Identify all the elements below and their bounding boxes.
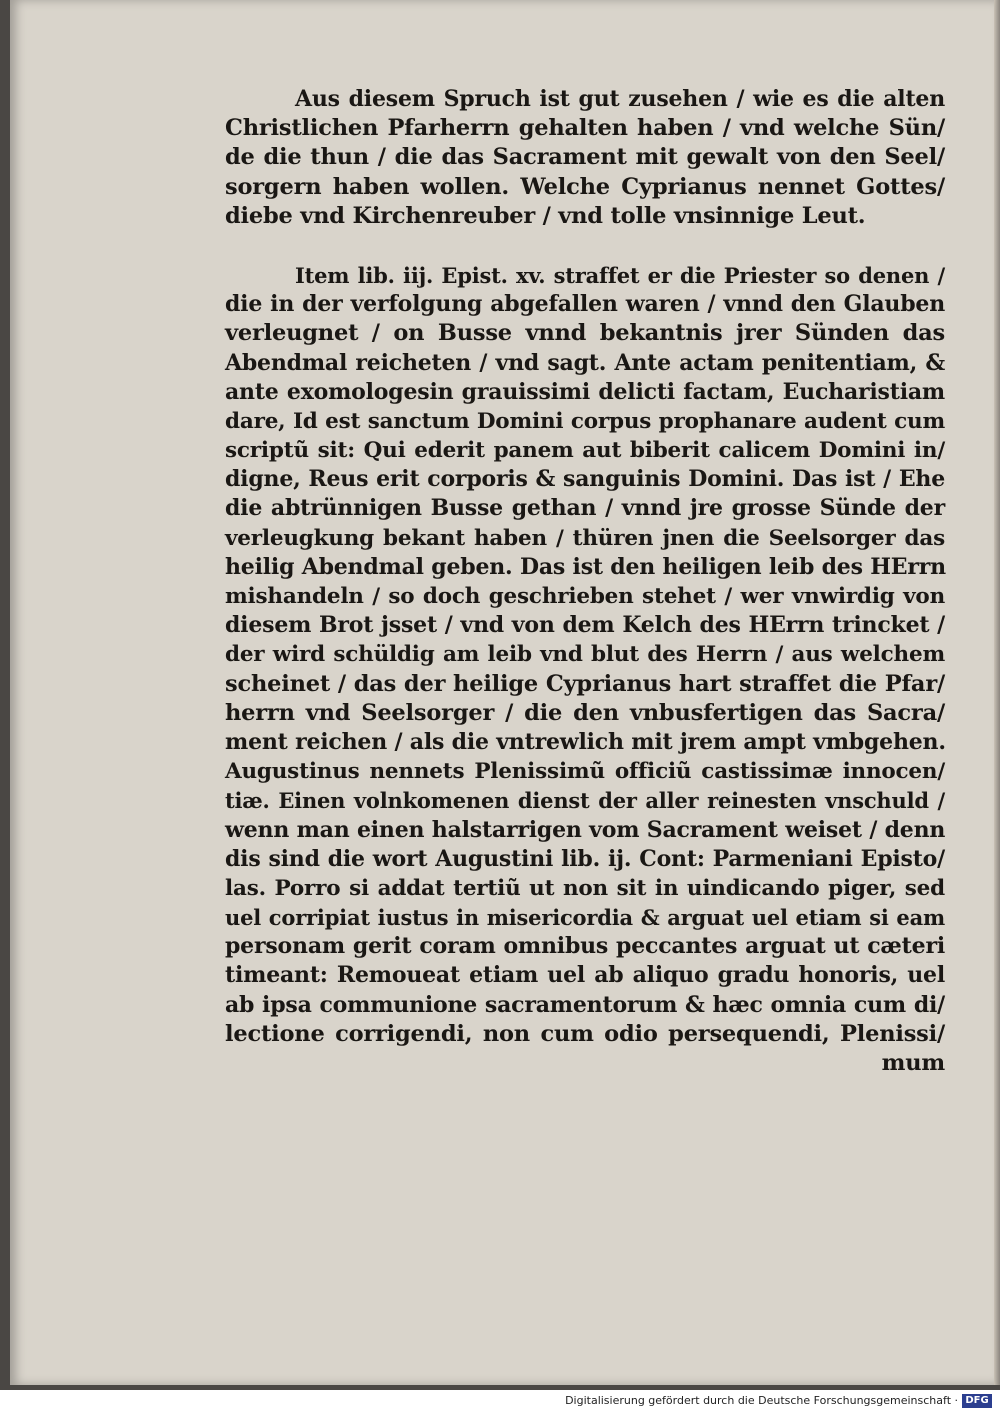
page-edge bbox=[994, 0, 1000, 1385]
text-line: wenn man einen halstarrigen vom Sacrament weiset / denn bbox=[225, 816, 946, 843]
text-line: Augustinus nennets Plenissimũ officiũ castissimæ innocen/ bbox=[225, 759, 945, 785]
text-line: verleugkung bekant haben / thüren jnen die Seelsorger das bbox=[225, 525, 945, 551]
text-line: die in der verfolgung abgefallen waren / vnnd den Glauben bbox=[225, 291, 945, 318]
text-line: digne, Reus erit corporis & sanguinis Domini. Das ist / Ehe bbox=[225, 466, 945, 493]
text-line: dare, Id est sanctum Domini corpus prophanare audent cum bbox=[225, 408, 945, 434]
text-line: ment reichen / als die vntrewlich mit jrem ampt vmbgehen. bbox=[225, 728, 946, 755]
text-line: verleugnet / on Busse vnnd bekantnis jrer Sünden das bbox=[225, 320, 945, 347]
text-line: mishandeln / so doch geschrieben stehet / wer vnwirdig von bbox=[225, 584, 945, 609]
catchword: mum bbox=[881, 1050, 945, 1076]
paragraph-gap bbox=[225, 231, 945, 261]
dfg-logo: DFG bbox=[962, 1394, 992, 1408]
text-line: diesem Brot jsset / vnd von dem Kelch des HErrn trincket / bbox=[225, 612, 945, 639]
text-line: lectione corrigendi, non cum odio persequendi, Plenissi/ bbox=[225, 1020, 945, 1047]
text-line: de die thun / die das Sacrament mit gewalt von den Seel/ bbox=[225, 144, 945, 171]
text-line: herrn vnd Seelsorger / die den vnbusfertigen das Sacra/ bbox=[225, 699, 945, 726]
text-line: Abendmal reicheten / vnd sagt. Ante actam penitentiam, & bbox=[225, 349, 945, 376]
text-line: Christlichen Pfarherrn gehalten haben / vnd welche Sün/ bbox=[225, 115, 945, 142]
text-line: diebe vnd Kirchenreuber / vnd tolle vnsinnige Leut. bbox=[225, 202, 866, 229]
text-line: personam gerit coram omnibus peccantes arguat ut cæteri bbox=[225, 933, 945, 960]
page-text bbox=[225, 85, 945, 1078]
footer-bar bbox=[0, 1390, 1000, 1413]
text-line: die abtrünnigen Busse gethan / vnnd jre grosse Sünde der bbox=[225, 495, 945, 522]
funding-notice: Digitalisierung gefördert durch die Deutsche Forschungsgemeinschaft · bbox=[565, 1394, 958, 1407]
text-line: der wird schüldig am leib vnd blut des Herrn / aus welchem bbox=[225, 642, 945, 668]
text-line: Item lib. iij. Epist. xv. straffet er die Priester so denen / bbox=[295, 262, 945, 288]
text-line: tiæ. Einen volnkomenen dienst der aller reinesten vnschuld / bbox=[225, 788, 945, 814]
text-line: uel corripiat iustus in misericordia & arguat uel etiam si eam bbox=[225, 905, 945, 931]
text-line: scriptũ sit: Qui ederit panem aut biberit calicem Domini in/ bbox=[225, 438, 945, 464]
text-line: dis sind die wort Augustini lib. ij. Cont: Parmeniani Episto/ bbox=[225, 845, 945, 872]
text-line: las. Porro si addat tertiũ ut non sit in uindicando piger, sed bbox=[225, 875, 945, 901]
text-line: ante exomologesin grauissimi delicti factam, Eucharistiam bbox=[225, 378, 945, 405]
text-line: Aus diesem Spruch ist gut zusehen / wie es die alten bbox=[295, 86, 945, 112]
text-line: scheinet / das der heilige Cyprianus hart straffet die Pfar/ bbox=[225, 670, 945, 697]
text-line: ab ipsa communione sacramentorum & hæc omnia cum di/ bbox=[225, 991, 945, 1018]
book-page bbox=[10, 0, 995, 1385]
text-line: sorgern haben wollen. Welche Cyprianus nennet Gottes/ bbox=[225, 173, 945, 200]
text-line: heilig Abendmal geben. Das ist den heiligen leib des HErrn bbox=[225, 553, 946, 580]
text-line: timeant: Remoueat etiam uel ab aliquo gradu honoris, uel bbox=[225, 962, 945, 989]
